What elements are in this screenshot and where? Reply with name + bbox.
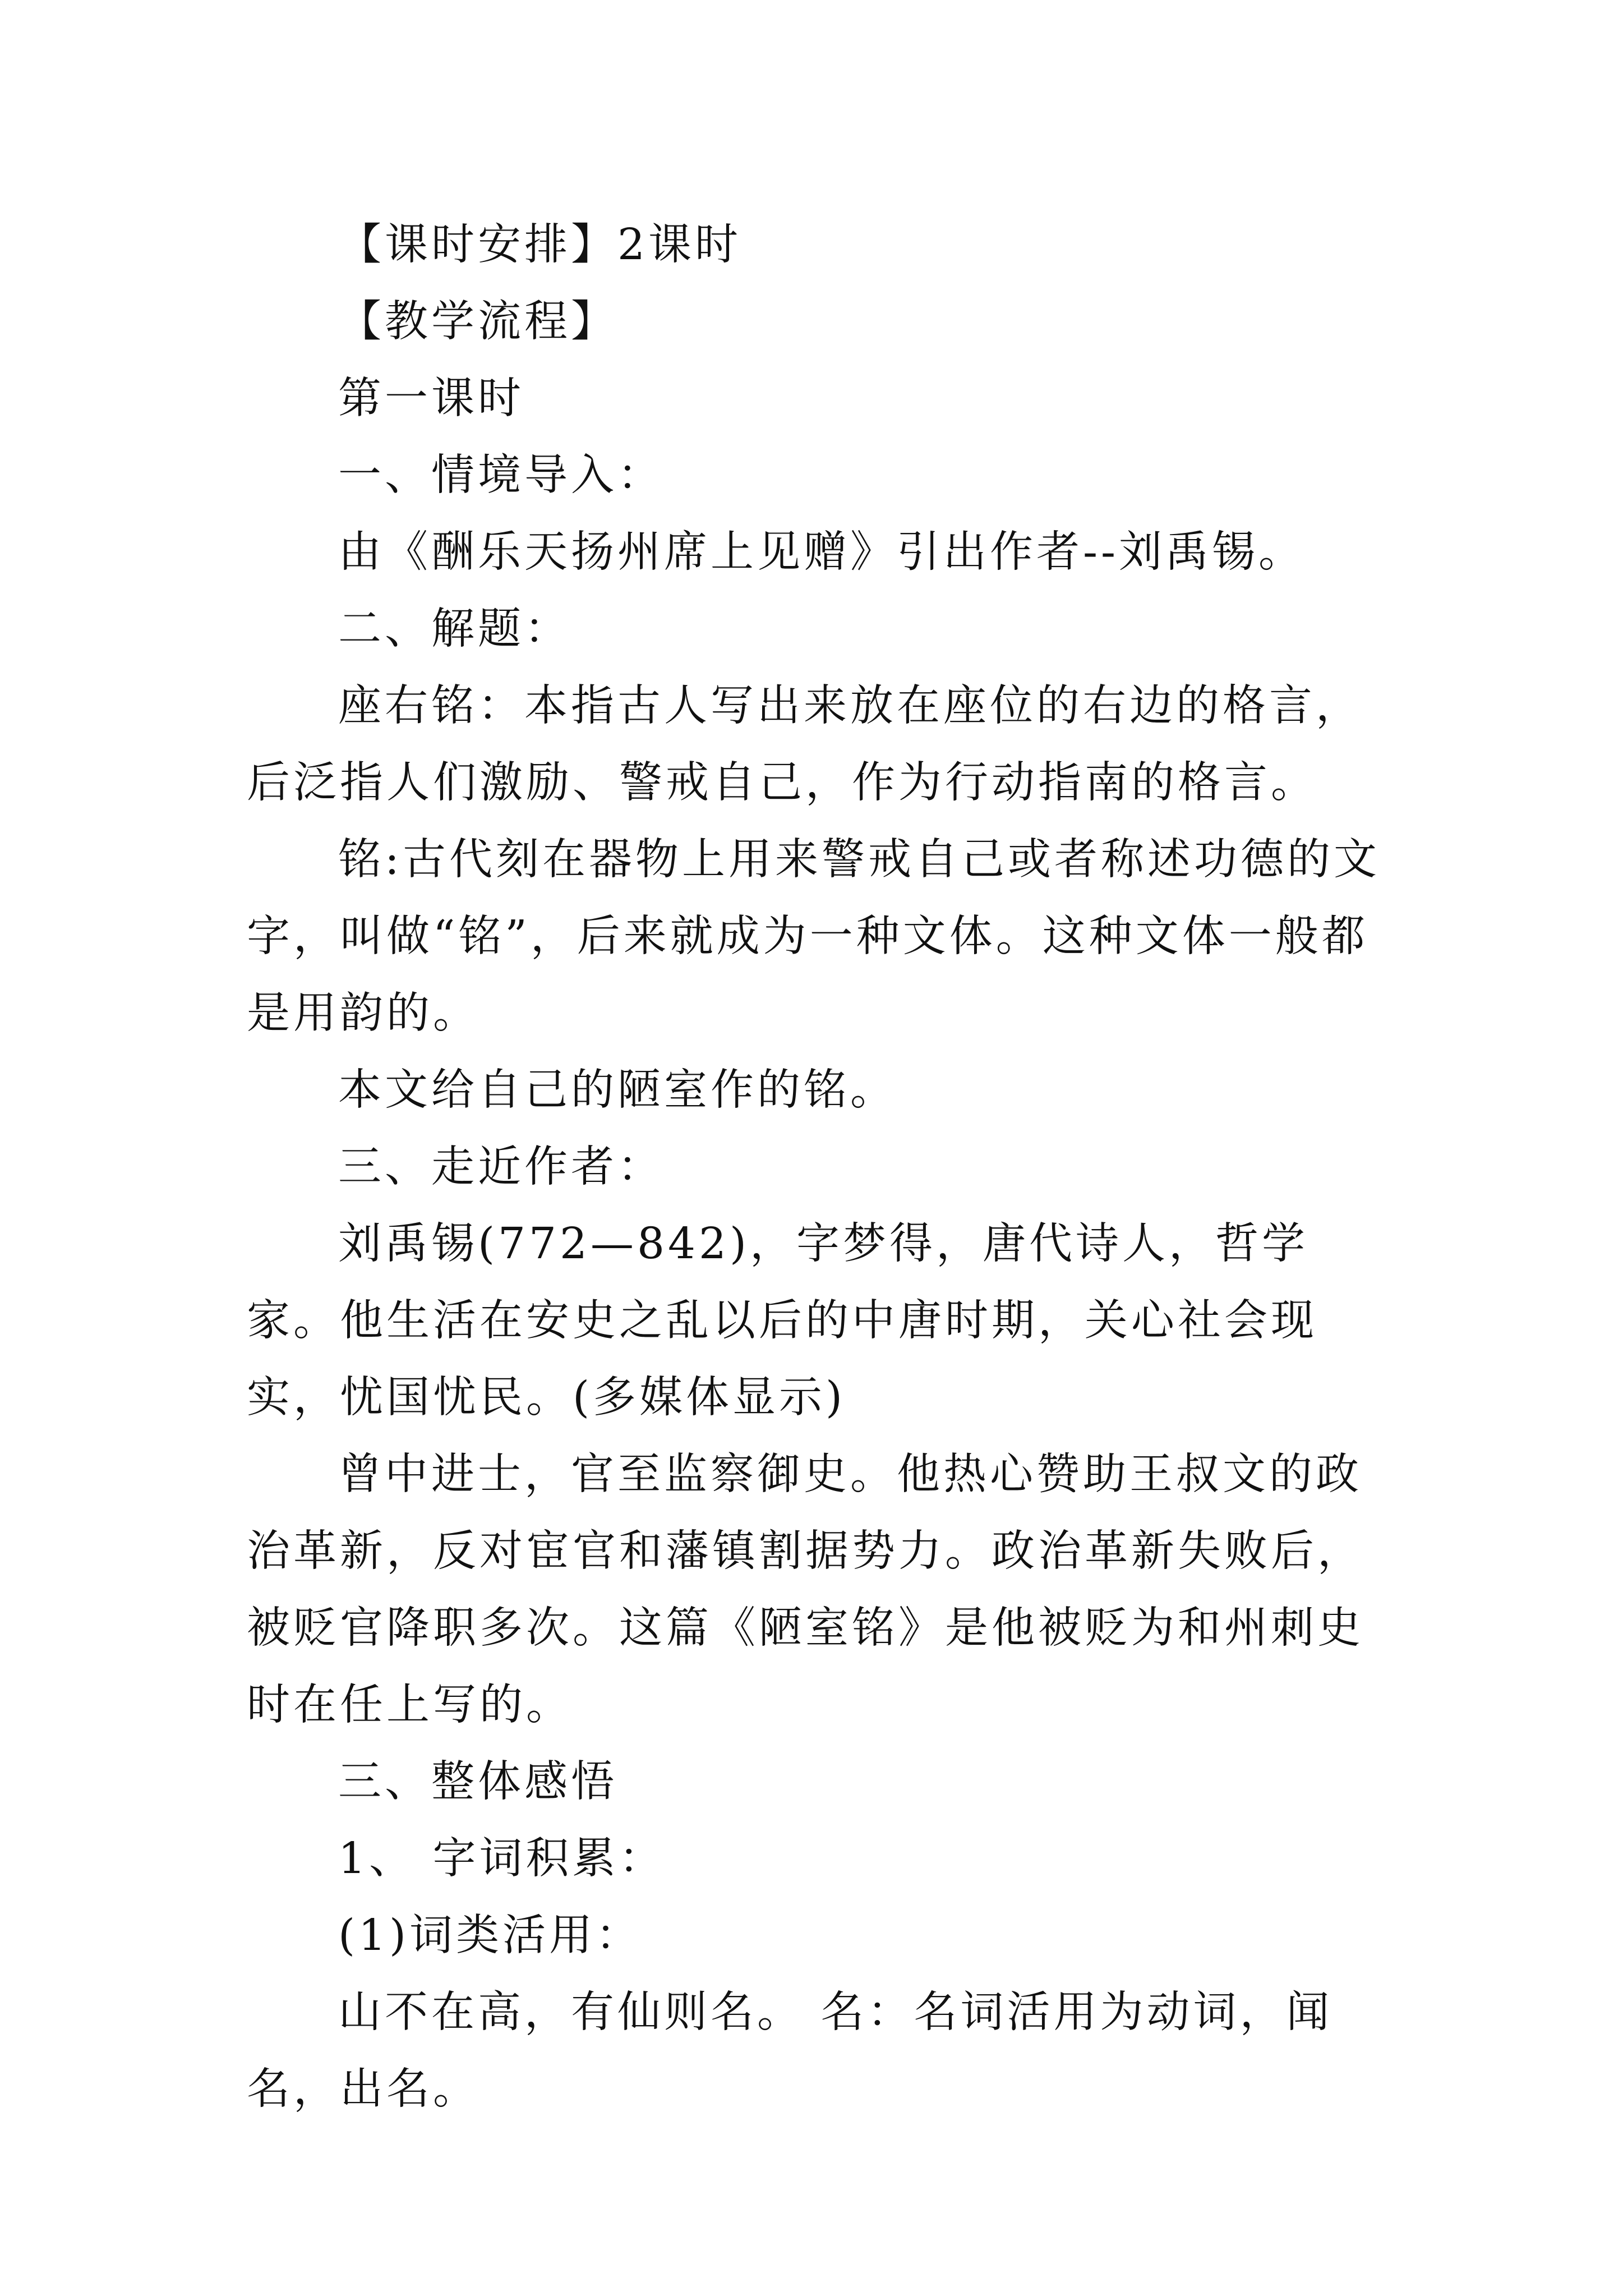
teaching-process-heading: 【教学流程】 bbox=[338, 297, 617, 347]
intro-paragraph: 由《酬乐天扬州席上见赠》引出作者--刘禹锡。 bbox=[338, 527, 1306, 577]
document-body bbox=[247, 206, 1391, 2128]
lesson-time-line: 【课时安排】2课时 bbox=[338, 220, 741, 270]
section-title-explain-heading: 二、解题： bbox=[338, 604, 571, 654]
vocabulary-heading: 1、 字词积累： bbox=[338, 1834, 666, 1884]
first-lesson-heading: 第一课时 bbox=[338, 374, 524, 424]
author-bio-paragraph: 刘禹锡(772—842)，字梦得，唐代诗人，哲学家。他生活在安史之乱以后的中唐时期，关心社会现实，忧国忧民。(多媒体显示) bbox=[247, 1219, 1317, 1423]
author-career-paragraph: 曾中进士，官至监察御史。他热心赞助王叔文的政治革新，反对宦官和藩镇割据势力。政治革新失败后，被贬官降职多次。这篇《陋室铭》是他被贬为和州刺史时在任上写的。 bbox=[247, 1450, 1364, 1730]
text-purpose-paragraph: 本文给自己的陋室作的铭。 bbox=[338, 1065, 897, 1115]
ming-definition-paragraph: 铭:古代刻在器物上用来警戒自己或者称述功德的文字，叫做“铭”，后来就成为一种文体。这种文体一般都是用韵的。 bbox=[247, 835, 1380, 1038]
section-intro-heading: 一、情境导入： bbox=[338, 450, 664, 500]
section-overall-heading: 三、整体感悟 bbox=[338, 1757, 617, 1807]
section-author-heading: 三、走近作者： bbox=[338, 1142, 664, 1192]
motto-definition-paragraph: 座右铭：本指古人写出来放在座位的右边的格言，后泛指人们激励、警戒自己，作为行动指南的格言。 bbox=[247, 681, 1362, 808]
word-class-heading: (1)词类活用： bbox=[338, 1911, 643, 1961]
example-paragraph: 山不在高，有仙则名。 名：名词活用为动词，闻名，出名。 bbox=[247, 1987, 1333, 2114]
